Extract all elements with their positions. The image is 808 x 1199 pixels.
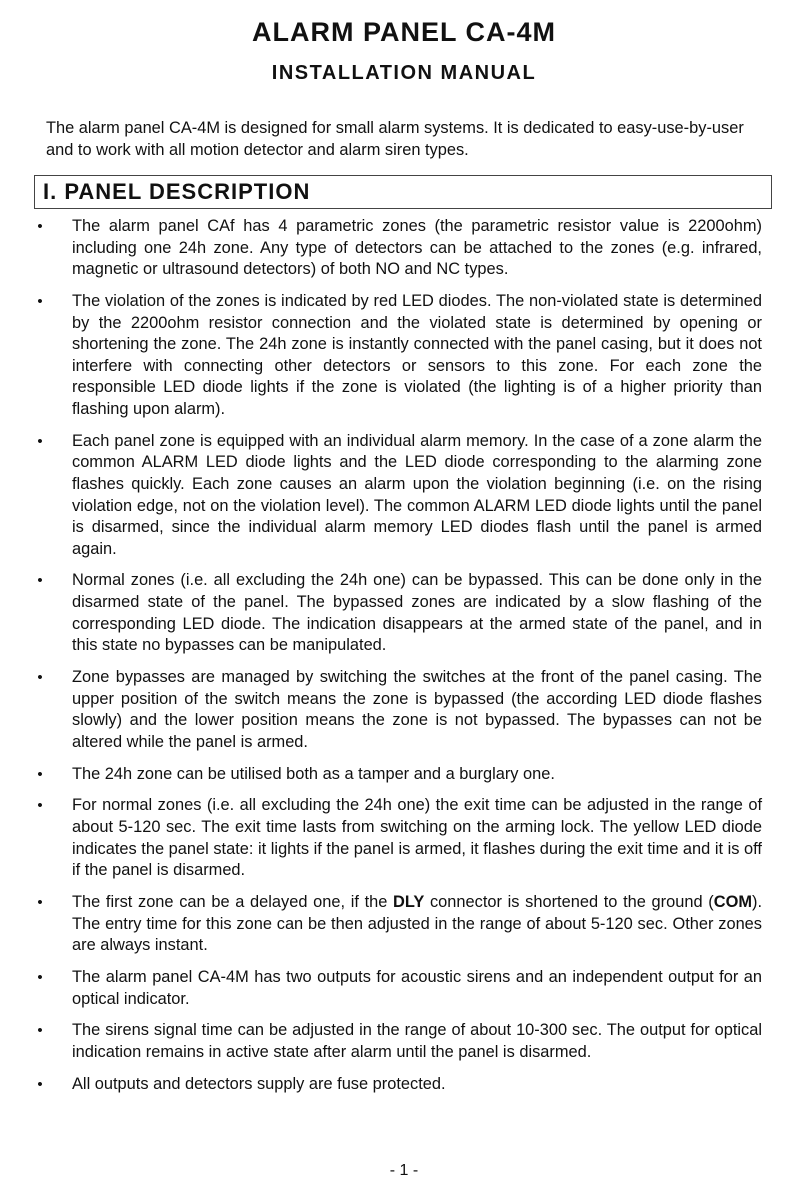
list-item xyxy=(34,967,772,1010)
list-item xyxy=(34,1020,772,1063)
bullet-icon: • xyxy=(37,572,43,590)
description-list xyxy=(34,216,772,1105)
bullet-icon: • xyxy=(37,797,43,815)
dly-connector-label: DLY xyxy=(393,892,425,911)
bullet-icon: • xyxy=(37,218,43,235)
list-item-text: The alarm panel CAf has 4 parametric zones (the parametric resistor value is 2200ohm) including one 24h zone. Any type of detectors can be attached to the zones (e.g. infrared, magnetic or ultrasound detectors) of both NO and NC types. xyxy=(72,217,762,279)
list-item-text: The 24h zone can be utilised both as a tamper and a burglary one. xyxy=(72,764,555,783)
document-title: ALARM PANEL CA-4M xyxy=(252,17,556,47)
list-item xyxy=(34,892,772,957)
intro-paragraph: The alarm panel CA-4M is designed for small alarm systems. It is dedicated to easy-use-by-user and to work with all motion detector and alarm siren types. xyxy=(46,119,744,159)
list-item-text-part: The first zone can be a delayed one, if the xyxy=(72,892,394,911)
list-item xyxy=(34,216,772,281)
list-item xyxy=(34,795,772,881)
bullet-icon: • xyxy=(37,669,43,687)
list-item xyxy=(34,1074,772,1096)
list-item-text: For normal zones (i.e. all excluding the 24h one) the exit time can be adjusted in the range of about 5-120 sec. The exit time lasts from switching on the arming lock. The yellow LED diode indicates the panel state: it lights if the panel is armed, it flashes during the exit time and it is off if the panel is disarmed. xyxy=(72,796,762,880)
list-item-text: The sirens signal time can be adjusted in the range of about 10-300 sec. The output for optical indication remains in active state after alarm until the panel is disarmed. xyxy=(72,1021,762,1061)
list-item-text: The violation of the zones is indicated by red LED diodes. The non-violated state is determined by the 2200ohm resistor connection and the violated state is determined by opening or shortening the zone. The 24h zone is instantly connected with the panel casing, but it does not interfere with connecting other detectors or sensors to this zone. For each zone the responsible LED diode lights if the zone is violated (the lighting is of a higher priority than flashing upon alarm). xyxy=(72,291,762,418)
list-item-text: The alarm panel CA-4M has two outputs for acoustic sirens and an independent output for an optical indicator. xyxy=(72,967,762,1008)
list-item-text-part: connector is shortened to the ground ( xyxy=(424,892,714,911)
bullet-icon: • xyxy=(37,1075,43,1093)
list-item xyxy=(34,431,772,561)
list-item xyxy=(34,291,772,421)
list-item xyxy=(34,667,772,753)
bullet-icon: • xyxy=(37,432,43,450)
list-item-text: All outputs and detectors supply are fuse protected. xyxy=(72,1074,446,1093)
bullet-icon: • xyxy=(37,1022,43,1040)
list-item xyxy=(34,570,772,656)
section-title: I. PANEL DESCRIPTION xyxy=(43,179,311,204)
list-item-text-part: ). The entry time for this zone can be then adjusted in the range of about 5-120 sec. Other zones are always instant. xyxy=(72,892,762,955)
document-subtitle: INSTALLATION MANUAL xyxy=(271,62,537,84)
list-item-text: Zone bypasses are managed by switching the switches at the front of the panel casing. The upper position of the switch means the zone is bypassed (the according LED diode flashes slowly) and the lower position means the zone is not bypassed. The bypasses can not be altered while the panel is armed. xyxy=(72,668,762,751)
list-item xyxy=(34,764,772,786)
list-item-text: Normal zones (i.e. all excluding the 24h one) can be bypassed. This can be done only in the disarmed state of the panel. The bypassed zones are indicated by a slow flashing of the corresponding LED diode. The indication disappears at the armed state of the panel, and in this state no bypasses can be manipulated. xyxy=(72,571,762,655)
bullet-icon: • xyxy=(37,968,43,986)
bullet-icon: • xyxy=(37,765,43,783)
list-item-text: Each panel zone is equipped with an individual alarm memory. In the case of a zone alarm the common ALARM LED diode lights and the LED diode corresponding to the alarming zone flashes quickly. Each zone causes an alarm upon the violation beginning (i.e. on the rising violation edge, not on the violation level). The common ALARM LED diode lights until the panel is disarmed, since the individual alarm memory LED diodes flash until the panel is armed again. xyxy=(72,431,762,558)
bullet-icon: • xyxy=(37,893,43,911)
section-heading-box xyxy=(34,175,772,209)
page-number: - 1 - xyxy=(389,1162,419,1179)
bullet-icon: • xyxy=(37,292,43,310)
com-ground-label: COM xyxy=(713,892,752,911)
